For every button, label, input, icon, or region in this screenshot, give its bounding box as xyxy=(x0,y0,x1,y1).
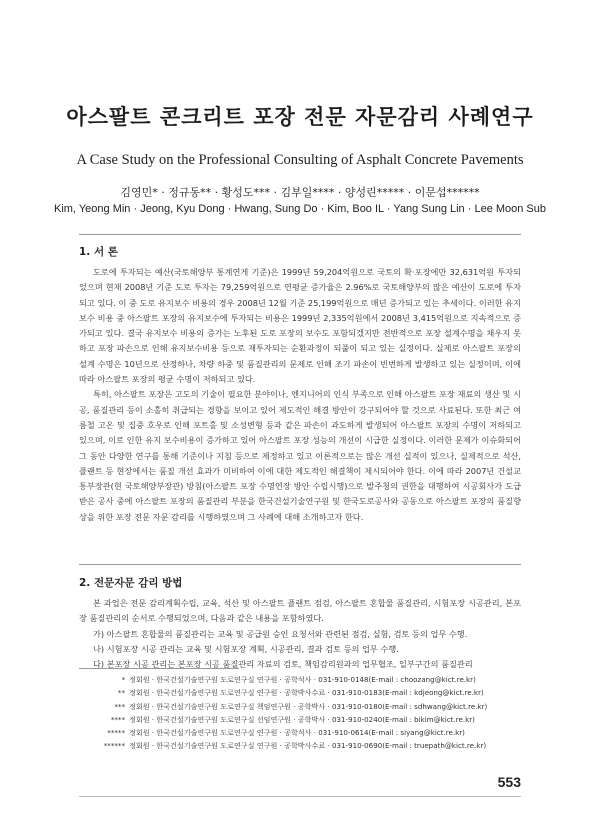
section-body-introduction xyxy=(79,265,521,525)
footnote-text: 정회원 · 한국건설기술연구원 도로연구실 연구원 · 공학박사수료 · 031-910-0183(E-mail : kdjeong@kict.re.kr) xyxy=(129,688,484,698)
section-divider xyxy=(79,564,521,565)
paragraph: 본 과업은 전문 감리계획수립, 교육, 석산 및 아스팔트 플랜트 점검, 아스팔트 혼합물 품질관리, 시험포장 시공관리, 본포장 품질관리의 순서로 수행되었으며, 다음과 같은 내용을 포함하였다. xyxy=(79,598,521,624)
list-item: 다) 본포장 시공 관리는 본포장 시공 품질관리 자료의 검토, 책임감리원과의 업무협조, 일부구간의 품질관리 xyxy=(93,659,473,670)
footnotes xyxy=(79,673,521,753)
paper-title-english: A Case Study on the Professional Consulting of Asphalt Concrete Pavements xyxy=(76,152,524,168)
section-heading-introduction: 1. 서 론 xyxy=(79,246,118,258)
footnote-mark: * xyxy=(121,675,125,684)
footnote-mark: ** xyxy=(117,688,125,698)
page-number: 553 xyxy=(497,774,521,790)
footnote-text: 정회원 · 한국건설기술연구원 도로연구실 선임연구원 · 공학박사 · 031-910-0240(E-mail : bikim@kict.re.kr) xyxy=(129,714,475,724)
footnote-divider xyxy=(79,668,239,669)
footnote xyxy=(79,673,521,686)
footnote xyxy=(79,713,521,726)
section-heading-method: 2. 전문자문 감리 방법 xyxy=(79,577,183,589)
paragraph: 도로에 투자되는 예산(국토해양부 통계연게 기준)은 1999년 59,204억원으로 국토의 확·포장에만 32,631억원 투자되었으며 현재 2008년 기준 도로 투자는 79,259억원으로 연평균 증가율은 2.96%로 국토해양부의 많은 예산이 도로에 투자되고 있다. 이 중 도로 유지보수 비용의 경우 2008년 12월 기준 25,199억원으로 매년 증가되고 있는 추세이다. 이러한 유지보수 비용 중 아스팔트 포장의 유지보수에 투자되는 비용은 1999년 2,335억원에서 2008년 3,415억원으로 지속적으로 증가되고 있다. 결국 유지보수 비용의 증가는 노후된 도로 포장의 보수도 포함되겠지만 전반적으로 포장 설계수명을 채우지 못하고 포장 파손으로 인해 유지보수비용 등으로 재투자되는 순환과정이 되풀이 되고 있는 실정이다. 실제로 아스팔트 포장의 설계 수명은 10년으로 산정하나, 차량 하중 및 품질관리의 문제로 인해 조기 파손이 빈번하게 발생하고 있는 실정이며, 이에 따라 아스팔트 포장의 평균 수명이 저하되고 있다. xyxy=(79,267,521,385)
footnote-text: 정회원 · 한국건설기술연구원 도로연구실 책임연구원 · 공학박사 · 031-910-0180(E-mail : sdhwang@kict.re.kr) xyxy=(129,701,488,711)
footnote-mark: *** xyxy=(114,701,125,711)
list-item: 가) 아스팔트 혼합물의 품질관리는 교육 및 공급원 승인 요청서와 관련된 점검, 실험, 검토 등의 업무 수행. xyxy=(93,628,468,639)
footnote-mark: **** xyxy=(110,714,125,724)
footnote-text: 정회원 · 한국건설기술연구원 도로연구실 연구원 · 공학석사 · 031-910-0614(E-mail : siyang@kict.re.kr) xyxy=(129,728,465,738)
paper-title-korean: 아스팔트 콘크리트 포장 전문 자문감리 사례연구 xyxy=(66,105,534,129)
author-list-english: Kim, Yeong Min · Jeong, Kyu Dong · Hwang, Sung Do · Kim, Boo IL · Yang Sung Lin · Lee Moon Sub xyxy=(53,203,547,215)
footnote xyxy=(79,739,521,752)
footnote-text: 정회원 · 한국건설기술연구원 도로연구실 연구원 · 공학석사 · 031-910-0148(E-mail : choozang@kict.re.kr) xyxy=(129,675,476,684)
author-list-korean: 김영민* · 정규동** · 황성도*** · 김부일**** · 양성린***** · 이문섭****** xyxy=(120,186,480,199)
footnote xyxy=(79,700,521,713)
footnote-text: 정회원 · 한국건설기술연구원 도로연구실 연구원 · 공학박사수료 · 031-910-0690(E-mail : truepath@kict.re.kr) xyxy=(129,741,487,751)
footer-rule xyxy=(79,796,521,797)
footnote xyxy=(79,686,521,699)
footnote xyxy=(79,726,521,739)
paragraph: 특히, 아스팔트 포장은 고도의 기술이 필요한 분야이나, 엔지니어의 인식 부족으로 인해 아스팔트 포장 재료의 생산 및 시공, 품질관리 등이 소홀히 취급되는 경향을 보이고 있어 제도적인 해결 방안이 강구되어야 할 것으로 사료된다. 또한 최근 여름철 고온 및 집중 호우로 인해 포트홀 및 소성변형 등과 같은 파손이 과도하게 발생되어 아스팔트 포장의 수명이 저하되고 있으며, 이로 인한 유지 보수비용이 증가하고 있어 아스팔트 포장 성능의 개선이 시급한 실정이다. 이러한 문제가 이슈화되어 그 동안 다양한 연구를 통해 기준이나 지침 등으로 제정하고 있고 이론적으로는 많은 개선 실적이 있으나, 실제적으로 석산, 플랜트 등 현장에서는 품질 개선 효과가 미비하여 이에 대한 제도적인 해결책이 제시되어야 한다. 이에 따라 2007년 건설교통부장관(현 국토해양부장관) 방침(아스팔트 포장 수명연장 방안 수립시행)으로 발주청의 권한을 대행하여 시공회사가 도급받은 공사 중에 아스팔트 포장의 품질관리 부분을 한국건설기술연구원 및 한국도로공사와 공동으로 아스팔트 포장의 품질향상을 위한 포장 전문 자문 감리를 시행하였으며 그 사례에 대해 소개하고자 한다. xyxy=(79,389,521,522)
header-divider xyxy=(79,234,521,235)
footnote-mark: ****** xyxy=(103,741,125,751)
list-item: 나) 시험포장 시공 관리는 교육 및 시험포장 계획, 시공관리, 결과 검토 등의 업무 수행. xyxy=(93,643,399,654)
footnote-mark: ***** xyxy=(107,728,125,738)
section-body-method xyxy=(79,596,521,672)
